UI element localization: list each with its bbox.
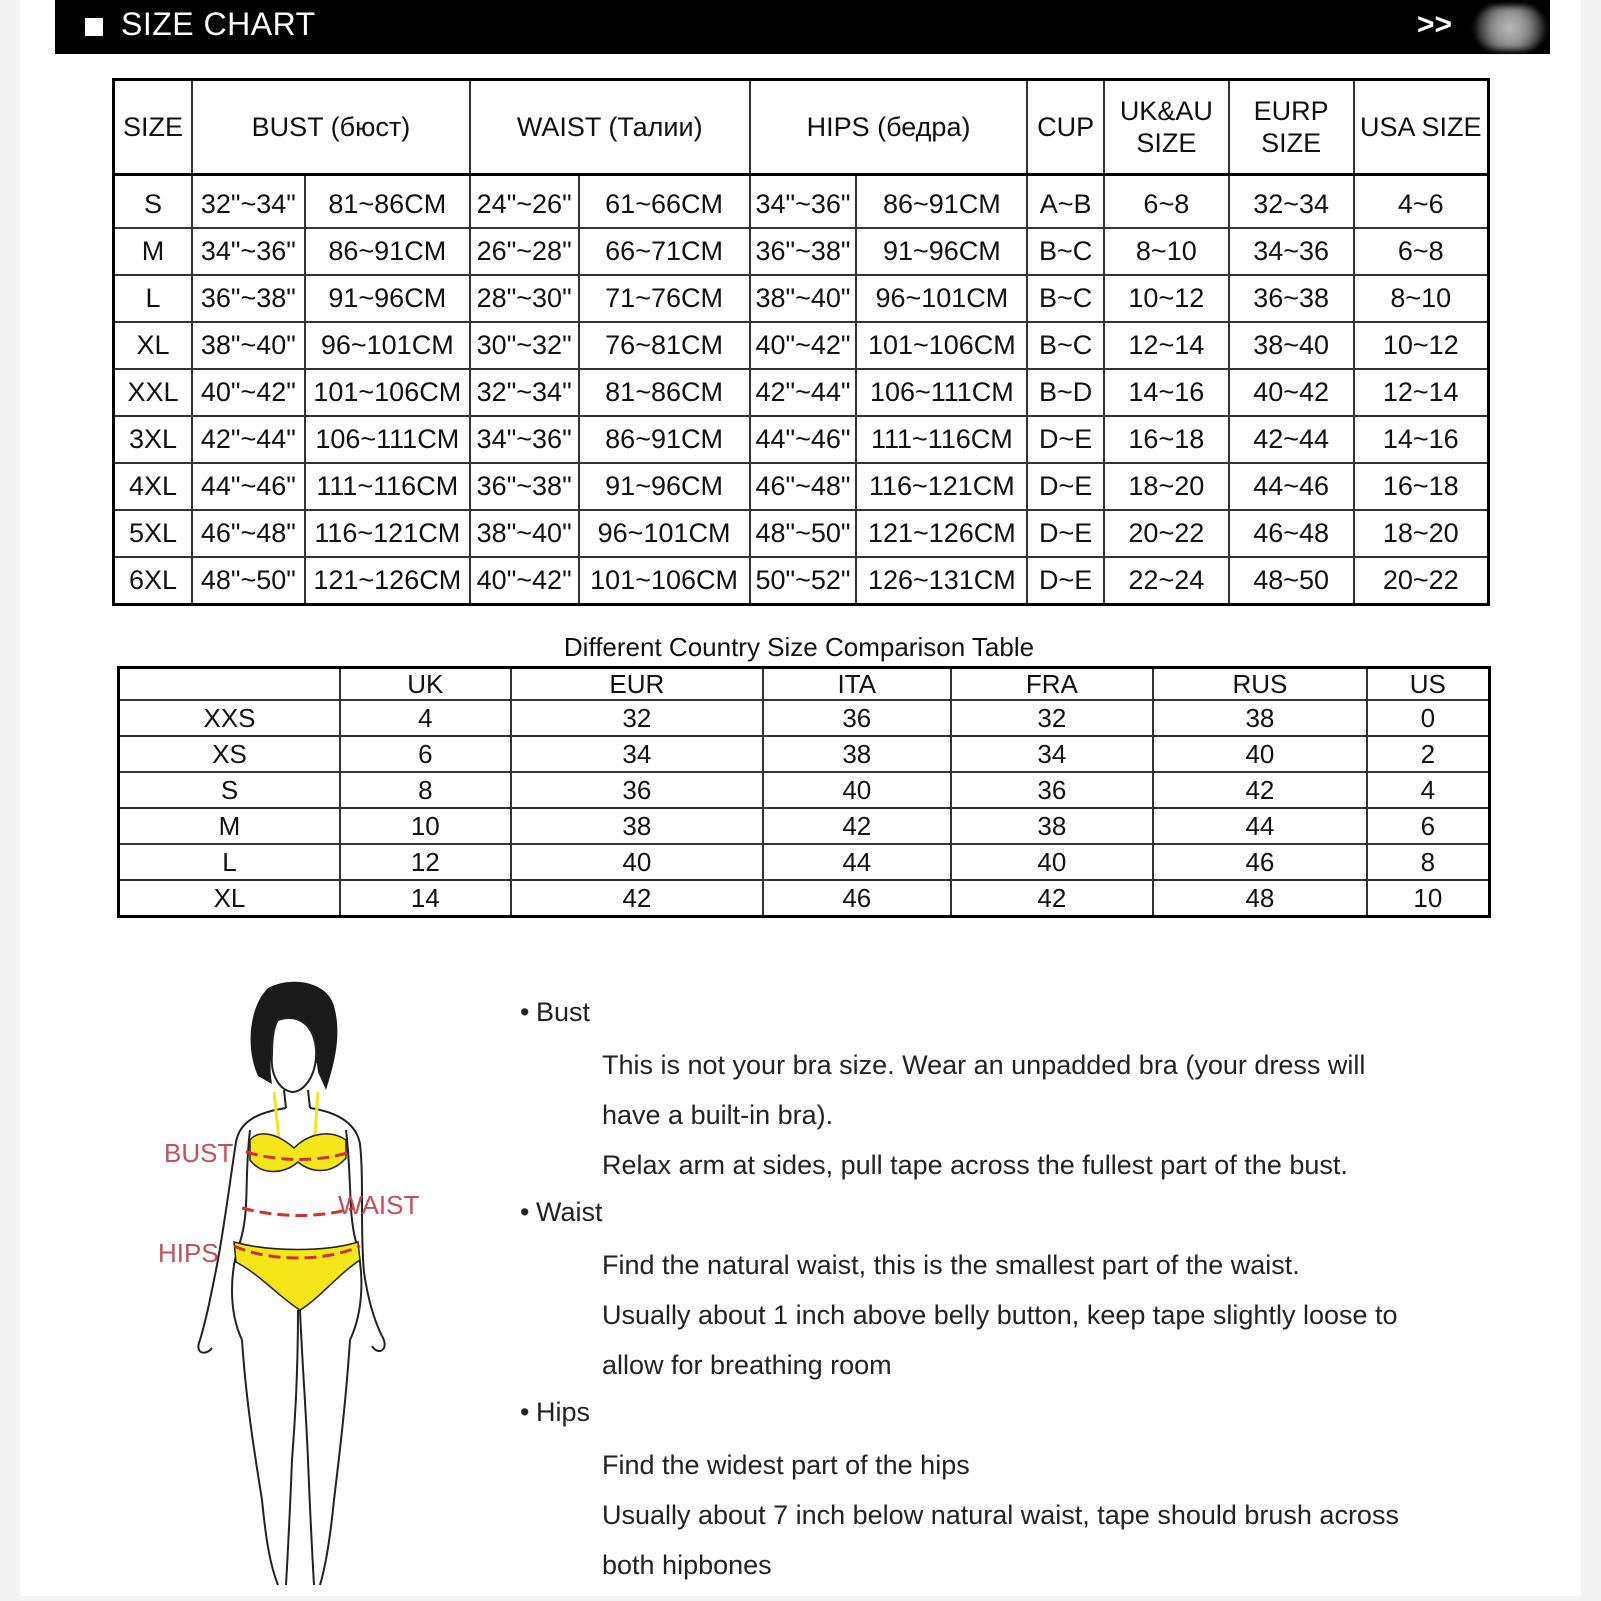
hips-heading-text: Hips — [536, 1397, 591, 1427]
size-chart-cell: 16~18 — [1354, 463, 1489, 510]
comparison-row — [119, 700, 1490, 736]
size-chart-cell: 32"~34" — [192, 175, 305, 229]
size-chart-cell: 91~96CM — [856, 228, 1027, 275]
comparison-cell: 6 — [1367, 808, 1490, 844]
size-chart-cell: M — [114, 228, 193, 275]
comparison-cell: 10 — [1367, 880, 1490, 917]
size-chart-cell: 91~96CM — [579, 463, 750, 510]
header-ukau — [1104, 80, 1229, 175]
header-ukau-line1: UK&AU — [1119, 96, 1213, 126]
size-chart-cell: 38"~40" — [192, 322, 305, 369]
comparison-cell: L — [119, 844, 341, 880]
size-chart-cell: 14~16 — [1354, 416, 1489, 463]
size-chart-cell: D~E — [1027, 557, 1104, 605]
bust-heading-text: Bust — [536, 997, 591, 1027]
size-chart-row — [114, 510, 1489, 557]
size-chart-cell: 34~36 — [1229, 228, 1354, 275]
size-chart-row — [114, 463, 1489, 510]
woman-silhouette-illustration — [150, 980, 450, 1590]
size-chart-cell: 44~46 — [1229, 463, 1354, 510]
hips-line: Usually about 7 inch below natural waist, tape should brush across — [602, 1500, 1399, 1530]
comparison-header-cell: EUR — [511, 668, 763, 701]
comparison-cell: 40 — [1153, 736, 1367, 772]
size-chart-cell: 61~66CM — [579, 175, 750, 229]
blurred-logo — [1475, 6, 1545, 50]
size-chart-cell: 101~106CM — [305, 369, 470, 416]
comparison-row — [119, 808, 1490, 844]
size-chart-row — [114, 228, 1489, 275]
comparison-header-cell: ITA — [763, 668, 951, 701]
comparison-header-row — [119, 668, 1490, 701]
square-bullet-icon — [85, 18, 103, 36]
size-chart-cell: 10~12 — [1104, 275, 1229, 322]
waist-heading-text: Waist — [536, 1197, 603, 1227]
size-chart-cell: 22~24 — [1104, 557, 1229, 605]
size-chart-cell: 116~121CM — [856, 463, 1027, 510]
size-chart-cell: 86~91CM — [579, 416, 750, 463]
size-chart-cell: 12~14 — [1104, 322, 1229, 369]
comparison-cell: 38 — [763, 736, 951, 772]
waist-line: Find the natural waist, this is the smallest part of the waist. — [602, 1250, 1300, 1280]
comparison-cell: 36 — [951, 772, 1154, 808]
size-chart-cell: 126~131CM — [856, 557, 1027, 605]
comparison-cell: 10 — [340, 808, 511, 844]
comparison-table-caption: Different Country Size Comparison Table — [563, 632, 1035, 662]
comparison-cell: 42 — [1153, 772, 1367, 808]
size-chart-cell: 111~116CM — [856, 416, 1027, 463]
size-chart-cell: 38"~40" — [470, 510, 579, 557]
size-chart-row — [114, 557, 1489, 605]
bust-line: Relax arm at sides, pull tape across the fullest part of the bust. — [602, 1150, 1348, 1180]
comparison-cell: 34 — [511, 736, 763, 772]
size-chart-cell: XL — [114, 322, 193, 369]
size-chart-cell: D~E — [1027, 463, 1104, 510]
size-chart-cell: 116~121CM — [305, 510, 470, 557]
size-chart-cell: 26"~28" — [470, 228, 579, 275]
size-chart-cell: 18~20 — [1354, 510, 1489, 557]
size-chart-cell: 42"~44" — [192, 416, 305, 463]
size-chart-cell: 86~91CM — [856, 175, 1027, 229]
comparison-cell: 44 — [763, 844, 951, 880]
size-chart-cell: 32"~34" — [470, 369, 579, 416]
size-chart-cell: 28"~30" — [470, 275, 579, 322]
comparison-cell: 42 — [951, 880, 1154, 917]
size-chart-cell: 5XL — [114, 510, 193, 557]
size-chart-cell: 121~126CM — [305, 557, 470, 605]
comparison-cell: 40 — [763, 772, 951, 808]
size-chart-cell: B~C — [1027, 228, 1104, 275]
comparison-cell: XL — [119, 880, 341, 917]
header-bar — [55, 0, 1550, 54]
size-chart-cell: D~E — [1027, 416, 1104, 463]
size-chart-cell: 44"~46" — [750, 416, 857, 463]
size-chart-cell: 81~86CM — [305, 175, 470, 229]
waist-heading — [520, 1190, 1520, 1240]
size-chart-cell: 6~8 — [1354, 228, 1489, 275]
comparison-cell: 12 — [340, 844, 511, 880]
size-chart-cell: 24"~26" — [470, 175, 579, 229]
size-chart-cell: L — [114, 275, 193, 322]
comparison-cell: 40 — [511, 844, 763, 880]
comparison-cell: 32 — [951, 700, 1154, 736]
comparison-cell: 36 — [763, 700, 951, 736]
header-bust: BUST (бюст) — [192, 80, 470, 175]
size-chart-cell: 8~10 — [1354, 275, 1489, 322]
hips-line: Find the widest part of the hips — [602, 1450, 970, 1480]
size-chart-row — [114, 175, 1489, 229]
size-chart-cell: 42"~44" — [750, 369, 857, 416]
size-chart-cell: 48"~50" — [192, 557, 305, 605]
size-chart-cell: 40~42 — [1229, 369, 1354, 416]
comparison-cell: 44 — [1153, 808, 1367, 844]
size-chart-row — [114, 322, 1489, 369]
size-chart-cell: 12~14 — [1354, 369, 1489, 416]
comparison-cell: 34 — [951, 736, 1154, 772]
waist-line: Usually about 1 inch above belly button, keep tape slightly loose to — [602, 1300, 1398, 1330]
body-measurement-figure — [150, 980, 450, 1590]
size-chart-cell: 50"~52" — [750, 557, 857, 605]
header-eurp — [1229, 80, 1354, 175]
bullet-icon: • — [520, 1397, 530, 1427]
size-chart-row — [114, 275, 1489, 322]
comparison-row — [119, 880, 1490, 917]
size-chart-cell: 30"~32" — [470, 322, 579, 369]
size-chart-cell: 106~111CM — [305, 416, 470, 463]
size-chart-cell: 48"~50" — [750, 510, 857, 557]
size-chart-cell: 4XL — [114, 463, 193, 510]
size-chart-cell: 66~71CM — [579, 228, 750, 275]
size-chart-cell: 6~8 — [1104, 175, 1229, 229]
size-chart-cell: 40"~42" — [192, 369, 305, 416]
comparison-cell: 32 — [511, 700, 763, 736]
comparison-cell: 42 — [511, 880, 763, 917]
size-chart-cell: 34"~36" — [470, 416, 579, 463]
header-usa: USA SIZE — [1354, 80, 1489, 175]
size-chart-cell: S — [114, 175, 193, 229]
size-chart-cell: 40"~42" — [750, 322, 857, 369]
size-chart-cell: 96~101CM — [305, 322, 470, 369]
size-chart-cell: 96~101CM — [579, 510, 750, 557]
comparison-row — [119, 772, 1490, 808]
size-chart-cell: 46"~48" — [750, 463, 857, 510]
comparison-row — [119, 736, 1490, 772]
bust-label: BUST — [164, 1138, 234, 1168]
comparison-row — [119, 844, 1490, 880]
comparison-header-cell: FRA — [951, 668, 1154, 701]
size-chart-cell: 96~101CM — [856, 275, 1027, 322]
comparison-cell: XS — [119, 736, 341, 772]
bust-line: have a built-in bra). — [602, 1100, 834, 1130]
waist-label: WAIST — [338, 1190, 420, 1220]
size-chart-cell: 14~16 — [1104, 369, 1229, 416]
size-chart-cell: 32~34 — [1229, 175, 1354, 229]
size-chart-cell: 121~126CM — [856, 510, 1027, 557]
hips-heading — [520, 1390, 1520, 1440]
comparison-cell: 2 — [1367, 736, 1490, 772]
size-chart-cell: D~E — [1027, 510, 1104, 557]
size-chart-cell: 38"~40" — [750, 275, 857, 322]
measurement-instructions — [520, 990, 1520, 1590]
country-size-comparison-table — [117, 666, 1491, 918]
size-chart-cell: 91~96CM — [305, 275, 470, 322]
bust-line: This is not your bra size. Wear an unpadded bra (your dress will — [602, 1050, 1366, 1080]
size-chart-cell: 6XL — [114, 557, 193, 605]
size-chart-cell: 101~106CM — [856, 322, 1027, 369]
size-chart-cell: 3XL — [114, 416, 193, 463]
size-chart-cell: 48~50 — [1229, 557, 1354, 605]
size-chart-cell: 44"~46" — [192, 463, 305, 510]
header-hips: HIPS (бедра) — [750, 80, 1028, 175]
size-chart-cell: 111~116CM — [305, 463, 470, 510]
double-chevron-icon: >> — [1417, 8, 1453, 41]
size-chart-cell: 16~18 — [1104, 416, 1229, 463]
comparison-cell: 8 — [340, 772, 511, 808]
size-chart-cell: B~C — [1027, 322, 1104, 369]
comparison-cell: 48 — [1153, 880, 1367, 917]
size-chart-cell: 4~6 — [1354, 175, 1489, 229]
size-chart-cell: 20~22 — [1104, 510, 1229, 557]
size-chart-cell: 18~20 — [1104, 463, 1229, 510]
header-size: SIZE — [114, 80, 193, 175]
comparison-cell: 36 — [511, 772, 763, 808]
size-chart-cell: 36"~38" — [470, 463, 579, 510]
comparison-cell: 4 — [340, 700, 511, 736]
hips-line: both hipbones — [602, 1550, 772, 1580]
comparison-cell: 6 — [340, 736, 511, 772]
size-chart-cell: 106~111CM — [856, 369, 1027, 416]
comparison-cell: 46 — [1153, 844, 1367, 880]
size-chart-cell: 76~81CM — [579, 322, 750, 369]
comparison-header-cell: UK — [340, 668, 511, 701]
comparison-cell: 4 — [1367, 772, 1490, 808]
size-chart-cell: 10~12 — [1354, 322, 1489, 369]
comparison-header-cell: RUS — [1153, 668, 1367, 701]
header-eurp-line1: EURP — [1253, 96, 1329, 126]
size-chart-cell: 46~48 — [1229, 510, 1354, 557]
comparison-header-cell — [119, 668, 341, 701]
size-chart-cell: 38~40 — [1229, 322, 1354, 369]
size-chart-cell: 40"~42" — [470, 557, 579, 605]
page-title: SIZE CHART — [121, 6, 316, 42]
bullet-icon: • — [520, 997, 530, 1027]
size-chart-cell: 42~44 — [1229, 416, 1354, 463]
comparison-cell: 46 — [763, 880, 951, 917]
header-waist: WAIST (Талии) — [470, 80, 750, 175]
hips-label: HIPS — [158, 1238, 219, 1268]
size-chart-cell: 34"~36" — [750, 175, 857, 229]
waist-line: allow for breathing room — [602, 1350, 892, 1380]
size-chart-cell: 8~10 — [1104, 228, 1229, 275]
comparison-cell: XXS — [119, 700, 341, 736]
size-chart-cell: 46"~48" — [192, 510, 305, 557]
size-chart-cell: 81~86CM — [579, 369, 750, 416]
bullet-icon: • — [520, 1197, 530, 1227]
size-chart-cell: 34"~36" — [192, 228, 305, 275]
size-chart-table — [112, 78, 1490, 606]
comparison-cell: 40 — [951, 844, 1154, 880]
comparison-cell: 0 — [1367, 700, 1490, 736]
size-chart-cell: 86~91CM — [305, 228, 470, 275]
comparison-cell: 38 — [511, 808, 763, 844]
size-chart-row — [114, 369, 1489, 416]
size-chart-cell: 101~106CM — [579, 557, 750, 605]
size-chart-cell: 20~22 — [1354, 557, 1489, 605]
comparison-cell: M — [119, 808, 341, 844]
header-cup: CUP — [1027, 80, 1104, 175]
size-chart-cell: 71~76CM — [579, 275, 750, 322]
header-ukau-line2: SIZE — [1136, 128, 1197, 158]
size-chart-cell: B~C — [1027, 275, 1104, 322]
size-chart-cell: XXL — [114, 369, 193, 416]
bust-heading — [520, 990, 1520, 1040]
comparison-cell: S — [119, 772, 341, 808]
comparison-cell: 38 — [1153, 700, 1367, 736]
comparison-header-cell: US — [1367, 668, 1490, 701]
comparison-cell: 14 — [340, 880, 511, 917]
size-chart-cell: 36"~38" — [192, 275, 305, 322]
size-chart-cell: A~B — [1027, 175, 1104, 229]
size-chart-cell: 36"~38" — [750, 228, 857, 275]
header-eurp-line2: SIZE — [1261, 128, 1322, 158]
size-chart-row — [114, 416, 1489, 463]
size-chart-header-row — [114, 80, 1489, 175]
size-chart-cell: 36~38 — [1229, 275, 1354, 322]
size-chart-cell: B~D — [1027, 369, 1104, 416]
comparison-cell: 42 — [763, 808, 951, 844]
comparison-cell: 38 — [951, 808, 1154, 844]
comparison-cell: 8 — [1367, 844, 1490, 880]
